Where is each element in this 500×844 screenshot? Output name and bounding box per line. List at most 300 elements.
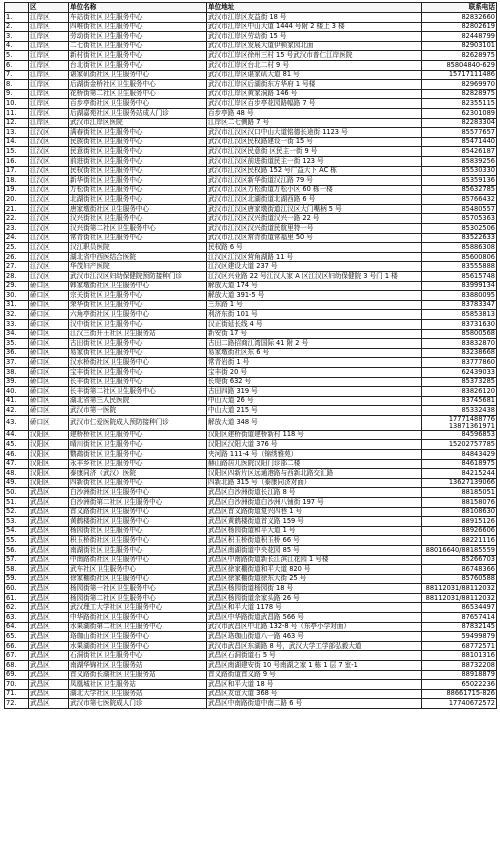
table-row xyxy=(5,310,497,320)
unit-name-cell: 新华街社区卫生服务中心 xyxy=(69,176,207,186)
row-index: 14. xyxy=(5,137,29,147)
row-index: 42. xyxy=(5,406,29,416)
phone-cell: 85530330 xyxy=(422,166,497,176)
row-index: 1. xyxy=(5,13,29,23)
table-row xyxy=(5,320,497,330)
unit-address-cell: 武汉市江汉区万松街道万松小区 60 栋一楼 xyxy=(207,185,422,195)
row-index: 68. xyxy=(5,661,29,671)
district-cell: 江汉区 xyxy=(29,204,69,214)
phone-cell: 82355115 xyxy=(422,99,497,109)
district-cell: 武昌区 xyxy=(29,651,69,661)
phone-cell: 88661715-826 xyxy=(422,689,497,699)
row-index: 5. xyxy=(5,51,29,61)
unit-name-cell: 南湖华锦社区卫生服务站 xyxy=(69,661,207,671)
row-index: 26. xyxy=(5,252,29,262)
district-cell: 硚口区 xyxy=(29,320,69,330)
phone-cell: 85886308 xyxy=(422,243,497,253)
table-row xyxy=(5,565,497,575)
row-index: 18. xyxy=(5,176,29,186)
unit-name-cell: 中华路街社区卫生服务中心 xyxy=(69,613,207,623)
phone-cell: 83745681 xyxy=(422,396,497,406)
vaccination-sites-table xyxy=(4,2,497,709)
unit-name-cell: 二七街社区卫生服务中心 xyxy=(69,41,207,51)
row-index: 22. xyxy=(5,214,29,224)
unit-address-cell: 古田四路 319 号 xyxy=(207,387,422,397)
unit-name-cell: 民族街社区卫生服务中心 xyxy=(69,137,207,147)
phone-cell: 87657414 xyxy=(422,613,497,623)
unit-name-cell: 民权街社区卫生服务中心 xyxy=(69,166,207,176)
district-cell: 武昌区 xyxy=(29,574,69,584)
district-cell: 武昌区 xyxy=(29,641,69,651)
table-row xyxy=(5,13,497,23)
unit-address-cell: 武昌区和平大道 1178 号 xyxy=(207,603,422,613)
phone-cell: 82802619 xyxy=(422,22,497,32)
district-cell: 江汉区 xyxy=(29,156,69,166)
table-row xyxy=(5,214,497,224)
table-row xyxy=(5,415,497,430)
district-cell: 武昌区 xyxy=(29,680,69,690)
table-row xyxy=(5,507,497,517)
phone-cell: 83826120 xyxy=(422,387,497,397)
unit-address-cell: 中山大道 215 号 xyxy=(207,406,422,416)
phone-cell: 88926606 xyxy=(422,526,497,536)
phone-cell: 88112031/88112032 xyxy=(422,593,497,603)
table-row xyxy=(5,430,497,440)
table-row xyxy=(5,70,497,80)
row-index: 20. xyxy=(5,195,29,205)
header-phone: 联系电话 xyxy=(422,3,497,13)
phone-cell: 83522633 xyxy=(422,233,497,243)
unit-name-cell: 花桥街第二社区卫生服务中心 xyxy=(69,89,207,99)
unit-address-cell: 利济东街 101 号 xyxy=(207,310,422,320)
unit-address-cell: 武汉市江岸区友益街 18 号 xyxy=(207,13,422,23)
phone-cell: 65022236 xyxy=(422,680,497,690)
row-index: 16. xyxy=(5,156,29,166)
phone-cell: 62301089 xyxy=(422,108,497,118)
phone-cell: 85804840-629 xyxy=(422,60,497,70)
table-row xyxy=(5,440,497,450)
unit-address-cell: 武汉市江汉区唐家墩街道江汉区大门嘴柄 5 号 xyxy=(207,204,422,214)
district-cell: 武昌区 xyxy=(29,526,69,536)
table-row xyxy=(5,689,497,699)
district-cell: 江汉区 xyxy=(29,214,69,224)
phone-cell: 85373285 xyxy=(422,377,497,387)
unit-address-cell: 武汉市江汉区前进街道民主一街 123 号 xyxy=(207,156,422,166)
district-cell: 江岸区 xyxy=(29,60,69,70)
row-index: 6. xyxy=(5,60,29,70)
phone-cell: 85302506 xyxy=(422,224,497,234)
unit-name-cell: 武汉市仁爱医院成人预防接种门诊 xyxy=(69,415,207,430)
district-cell: 汉阳区 xyxy=(29,469,69,479)
phone-cell: 82903101 xyxy=(422,41,497,51)
phone-cell: 88112031/88112032 xyxy=(422,584,497,594)
row-index: 46. xyxy=(5,449,29,459)
unit-name-cell: 四唯街社区卫生服务中心 xyxy=(69,22,207,32)
unit-address-cell: 武昌区中华路街道武昌路 566 号 xyxy=(207,613,422,623)
unit-name-cell: 南湖街社区卫生服务中心 xyxy=(69,545,207,555)
phone-cell: 85615748 xyxy=(422,272,497,282)
phone-cell: 88108630 xyxy=(422,507,497,517)
district-cell: 武昌区 xyxy=(29,699,69,709)
unit-name-cell: 永丰乡社区卫生服务中心 xyxy=(69,459,207,469)
table-row xyxy=(5,156,497,166)
row-index: 48. xyxy=(5,469,29,479)
phone-cell: 88016640/88185559 xyxy=(422,545,497,555)
district-cell: 硚口区 xyxy=(29,396,69,406)
district-cell: 江岸区 xyxy=(29,41,69,51)
unit-name-cell: 杨园街第二社区卫生服务中心 xyxy=(69,593,207,603)
unit-address-cell: 新安街 17 号 xyxy=(207,329,422,339)
phone-cell: 88915126 xyxy=(422,517,497,527)
unit-address-cell: 宝丰街 20 号 xyxy=(207,367,422,377)
unit-name-cell: 民意街社区卫生服务中心 xyxy=(69,147,207,157)
district-cell: 江岸区 xyxy=(29,51,69,61)
table-row xyxy=(5,406,497,416)
row-index: 52. xyxy=(5,507,29,517)
row-index: 35. xyxy=(5,339,29,349)
district-cell: 汉阳区 xyxy=(29,440,69,450)
row-index: 39. xyxy=(5,377,29,387)
unit-address-cell: 武汉市江岸区劳动街 15 号 xyxy=(207,32,422,42)
district-cell: 硚口区 xyxy=(29,358,69,368)
unit-name-cell: 韩家墩街社区卫生服务中心 xyxy=(69,281,207,291)
table-row xyxy=(5,80,497,90)
table-row xyxy=(5,281,497,291)
district-cell: 汉阳区 xyxy=(29,459,69,469)
district-cell: 武昌区 xyxy=(29,536,69,546)
unit-address-cell: 武昌区徐家棚街道和平大道 820 号 xyxy=(207,565,422,575)
unit-name-cell: 石洞街社区卫生服务中心 xyxy=(69,651,207,661)
district-cell: 江汉区 xyxy=(29,243,69,253)
table-row xyxy=(5,536,497,546)
row-index: 34. xyxy=(5,329,29,339)
table-row xyxy=(5,41,497,51)
phone-cell: 84215244 xyxy=(422,469,497,479)
unit-address-cell: 古田二路招商江湾国际 41 附 2 号 xyxy=(207,339,422,349)
district-cell: 江岸区 xyxy=(29,118,69,128)
unit-name-cell: 白沙洲街社区卫生服务中心 xyxy=(69,488,207,498)
unit-name-cell: 谌家矶街社区卫生服务中心 xyxy=(69,70,207,80)
table-row xyxy=(5,272,497,282)
row-index: 53. xyxy=(5,517,29,527)
table-row xyxy=(5,469,497,479)
unit-name-cell: 古田街社区卫生服务中心 xyxy=(69,339,207,349)
district-cell: 江汉区 xyxy=(29,128,69,138)
phone-cell: 85359136 xyxy=(422,176,497,186)
unit-name-cell: 华茂妇产医院 xyxy=(69,262,207,272)
row-index: 21. xyxy=(5,204,29,214)
row-index: 45. xyxy=(5,440,29,450)
unit-name-cell: 台北街社区卫生服务中心 xyxy=(69,60,207,70)
table-row xyxy=(5,166,497,176)
table-row xyxy=(5,497,497,507)
unit-address-cell: 江汉区兴业路 22 号江汉人家 A 区江汉区妇幼保健院 3 号门 1 楼 xyxy=(207,272,422,282)
unit-name-cell: 汉水桥街社区卫生服务中心 xyxy=(69,358,207,368)
row-index: 55. xyxy=(5,536,29,546)
unit-address-cell: 武昌区首义路街道复兴四巷 1 号 xyxy=(207,507,422,517)
phone-cell: 88918879 xyxy=(422,670,497,680)
row-index: 33. xyxy=(5,320,29,330)
unit-name-cell: 中南路街社区卫生服务中心 xyxy=(69,555,207,565)
phone-cell: 85332438 xyxy=(422,406,497,416)
district-cell: 硚口区 xyxy=(29,406,69,416)
phone-cell: 85266703 xyxy=(422,555,497,565)
row-index: 11. xyxy=(5,108,29,118)
unit-name-cell: 黄鹤楼街社区卫生服务中心 xyxy=(69,517,207,527)
district-cell: 硚口区 xyxy=(29,281,69,291)
table-row xyxy=(5,147,497,157)
table-row xyxy=(5,377,497,387)
unit-name-cell: 杨园街社区卫生服务中心 xyxy=(69,526,207,536)
row-index: 29. xyxy=(5,281,29,291)
district-cell: 江岸区 xyxy=(29,80,69,90)
unit-address-cell: 武汉市江汉区汉兴街道汉兴一路 22 号 xyxy=(207,214,422,224)
table-row xyxy=(5,291,497,301)
unit-address-cell: 武汉市江岸区百步亭花园路幅路 7 号 xyxy=(207,99,422,109)
table-row xyxy=(5,99,497,109)
unit-address-cell: 武汉市江汉区民意街 区民主一街 9 号 xyxy=(207,147,422,157)
unit-address-cell: 武汉市江岸区中山大道 1444 号附 2 楼上 3 楼 xyxy=(207,22,422,32)
phone-cell: 85766432 xyxy=(422,195,497,205)
unit-name-cell: 车站街社区卫生服务中心 xyxy=(69,13,207,23)
phone-cell: 85600806 xyxy=(422,252,497,262)
district-cell: 武昌区 xyxy=(29,565,69,575)
table-row xyxy=(5,603,497,613)
unit-address-cell: 中山大道 26 号 xyxy=(207,396,422,406)
row-index: 67. xyxy=(5,651,29,661)
row-index: 40. xyxy=(5,387,29,397)
row-index: 7. xyxy=(5,70,29,80)
row-index: 62. xyxy=(5,603,29,613)
row-index: 63. xyxy=(5,613,29,623)
row-index: 3. xyxy=(5,32,29,42)
district-cell: 江岸区 xyxy=(29,89,69,99)
row-index: 50. xyxy=(5,488,29,498)
unit-address-cell: 武汉市江岸区后湖街东方华府 1 号楼 xyxy=(207,80,422,90)
phone-cell: 15717111486 xyxy=(422,70,497,80)
row-index: 31. xyxy=(5,300,29,310)
unit-address-cell: 三东路 1 号 xyxy=(207,300,422,310)
phone-cell: 62439033 xyxy=(422,367,497,377)
table-row xyxy=(5,300,497,310)
phone-cell: 88101316 xyxy=(422,651,497,661)
row-index: 58. xyxy=(5,565,29,575)
phone-cell: 83832870 xyxy=(422,339,497,349)
unit-address-cell: 易家墩街社区东 6 号 xyxy=(207,348,422,358)
unit-address-cell: 武昌区友谊大道 368 号 xyxy=(207,689,422,699)
phone-cell: 83880095 xyxy=(422,291,497,301)
table-row xyxy=(5,358,497,368)
row-index: 61. xyxy=(5,593,29,603)
unit-address-cell: 武昌区杨园街道杨园街 18 号 xyxy=(207,584,422,594)
row-index: 56. xyxy=(5,545,29,555)
district-cell: 武昌区 xyxy=(29,670,69,680)
row-index: 15. xyxy=(5,147,29,157)
unit-address-cell: 武昌区南湖街道中央花园 85 号 xyxy=(207,545,422,555)
district-cell: 江汉区 xyxy=(29,137,69,147)
phone-cell: 87832145 xyxy=(422,622,497,632)
unit-name-cell: 泰康同济（武汉）医院 xyxy=(69,469,207,479)
unit-name-cell: 后湖嘉苑社区卫生服务站成人门诊 xyxy=(69,108,207,118)
table-row xyxy=(5,584,497,594)
phone-cell: 82832660 xyxy=(422,13,497,23)
table-row xyxy=(5,574,497,584)
unit-address-cell: 江汉区建设大道 237 号 xyxy=(207,262,422,272)
unit-name-cell: 湖北大学社区卫生服务站 xyxy=(69,689,207,699)
table-row xyxy=(5,449,497,459)
table-row xyxy=(5,118,497,128)
unit-name-cell: 满春街社区卫生服务中心 xyxy=(69,128,207,138)
phone-cell: 85839256 xyxy=(422,156,497,166)
row-index: 59. xyxy=(5,574,29,584)
unit-name-cell: 武汉市第七医院成人门诊 xyxy=(69,699,207,709)
row-index: 10. xyxy=(5,99,29,109)
unit-address-cell: 武汉市江岸区谌家矶大道 81 号 xyxy=(207,70,422,80)
unit-name-cell: 水果湖街社区卫生服务中心 xyxy=(69,641,207,651)
district-cell: 江汉区 xyxy=(29,224,69,234)
unit-address-cell: 解放大道 391-5 号 xyxy=(207,291,422,301)
phone-cell: 83783347 xyxy=(422,300,497,310)
row-index: 69. xyxy=(5,670,29,680)
unit-address-cell: 武昌区南湖建安街 10 号南湖之家 1 栋 1 层 7 室-1 xyxy=(207,661,422,671)
unit-address-cell: 武昌区中南路街道中南二路 6 号 xyxy=(207,699,422,709)
phone-cell: 83555888 xyxy=(422,262,497,272)
district-cell: 武昌区 xyxy=(29,622,69,632)
table-row xyxy=(5,108,497,118)
phone-cell: 84618975 xyxy=(422,459,497,469)
row-index: 36. xyxy=(5,348,29,358)
unit-address-cell: 武汉市江汉区常青街道常福里 50 号 xyxy=(207,233,422,243)
phone-cell: 82448799 xyxy=(422,32,497,42)
phone-cell: 86534497 xyxy=(422,603,497,613)
phone-cell: 13627139066 xyxy=(422,478,497,488)
district-cell: 武昌区 xyxy=(29,593,69,603)
row-index: 70. xyxy=(5,680,29,690)
unit-name-cell: 汉中街社区卫生服务中心 xyxy=(69,320,207,330)
unit-address-cell: 长堤街 632 号 xyxy=(207,377,422,387)
unit-name-cell: 宗关街社区卫生服务中心 xyxy=(69,291,207,301)
unit-name-cell: 汉江职员医院 xyxy=(69,243,207,253)
district-cell: 汉阳区 xyxy=(29,449,69,459)
row-index: 49. xyxy=(5,478,29,488)
phone-cell: 82969970 xyxy=(422,80,497,90)
district-cell: 武昌区 xyxy=(29,545,69,555)
row-index: 2. xyxy=(5,22,29,32)
unit-name-cell: 武汉市江岸区医院 xyxy=(69,118,207,128)
unit-address-cell: 汉阳区建桥街道建桥新村 118 号 xyxy=(207,430,422,440)
table-row xyxy=(5,526,497,536)
table-row xyxy=(5,204,497,214)
unit-name-cell: 湖北省第三人民医院 xyxy=(69,396,207,406)
table-row xyxy=(5,545,497,555)
table-row xyxy=(5,243,497,253)
unit-name-cell: 首义路街社区卫生服务中心 xyxy=(69,507,207,517)
unit-address-cell: 百步亭路 48 号 xyxy=(207,108,422,118)
row-index: 8. xyxy=(5,80,29,90)
unit-name-cell: 武汉市江汉区妇幼保健院预防接种门诊 xyxy=(69,272,207,282)
header-index xyxy=(5,3,29,13)
phone-cell: 59499879 xyxy=(422,632,497,642)
header-row xyxy=(5,3,497,13)
unit-address-cell: 四新北路 315 号（泰康同济对面） xyxy=(207,478,422,488)
district-cell: 江岸区 xyxy=(29,22,69,32)
phone-cell: 82628975 xyxy=(422,51,497,61)
district-cell: 江汉区 xyxy=(29,233,69,243)
unit-name-cell: 汉兴街社区卫生服务中心 xyxy=(69,214,207,224)
phone-cell: 85480557 xyxy=(422,204,497,214)
table-row xyxy=(5,517,497,527)
table-row xyxy=(5,478,497,488)
table-row xyxy=(5,89,497,99)
phone-cell: 85577657 xyxy=(422,128,497,138)
table-row xyxy=(5,224,497,234)
unit-name-cell: 武汉理工大学社区卫生服务中心 xyxy=(69,603,207,613)
table-row xyxy=(5,555,497,565)
district-cell: 硚口区 xyxy=(29,387,69,397)
phone-cell: 85853813 xyxy=(422,310,497,320)
header-unit-address: 单位地址 xyxy=(207,3,422,13)
unit-name-cell: 易家街社区卫生服务中心 xyxy=(69,348,207,358)
phone-cell: 88185051 xyxy=(422,488,497,498)
unit-address-cell: 武昌区白沙洲街道长江路 8 号 xyxy=(207,488,422,498)
phone-cell: 17740672572 xyxy=(422,699,497,709)
unit-name-cell: 长丰街第二社区卫生服务中心 xyxy=(69,387,207,397)
table-row xyxy=(5,195,497,205)
phone-cell: 88732208 xyxy=(422,661,497,671)
unit-address-cell: 解放大道 348 号 xyxy=(207,415,422,430)
row-index: 25. xyxy=(5,243,29,253)
table-row xyxy=(5,488,497,498)
district-cell: 硚口区 xyxy=(29,329,69,339)
district-cell: 硚口区 xyxy=(29,377,69,387)
unit-name-cell: 后湖街金桥社区卫生服务中心 xyxy=(69,80,207,90)
table-row xyxy=(5,262,497,272)
row-index: 37. xyxy=(5,358,29,368)
table-row xyxy=(5,329,497,339)
unit-name-cell: 六角亭街社区卫生服务中心 xyxy=(69,310,207,320)
row-index: 51. xyxy=(5,497,29,507)
unit-address-cell: 武汉市江汉区汉口中山大道铭德长途街 1123 号 xyxy=(207,128,422,138)
district-cell: 武昌区 xyxy=(29,689,69,699)
district-cell: 武昌区 xyxy=(29,584,69,594)
table-row xyxy=(5,22,497,32)
table-row xyxy=(5,387,497,397)
table-row xyxy=(5,60,497,70)
table-row xyxy=(5,176,497,186)
unit-name-cell: 白沙洲街第二社区卫生服务中心 xyxy=(69,497,207,507)
row-index: 41. xyxy=(5,396,29,406)
district-cell: 江岸区 xyxy=(29,32,69,42)
unit-name-cell: 江汉三街升王社区卫生服务站 xyxy=(69,329,207,339)
table-row xyxy=(5,252,497,262)
unit-name-cell: 建桥桥社区卫生服务中心 xyxy=(69,430,207,440)
unit-address-cell: 武昌区白沙洲街道白沙洲八铺街 197 号 xyxy=(207,497,422,507)
district-cell: 江汉区 xyxy=(29,176,69,186)
unit-name-cell: 湖北省中西医结合医院 xyxy=(69,252,207,262)
phone-cell: 83777860 xyxy=(422,358,497,368)
table-row xyxy=(5,661,497,671)
unit-address-cell: 武昌区中南路街道新长江滨江花园 1 号楼 xyxy=(207,555,422,565)
table-row xyxy=(5,459,497,469)
table-row xyxy=(5,641,497,651)
district-cell: 江汉区 xyxy=(29,166,69,176)
district-cell: 武昌区 xyxy=(29,507,69,517)
unit-name-cell: 四新街社区卫生服务中心 xyxy=(69,478,207,488)
row-index: 24. xyxy=(5,233,29,243)
row-index: 72. xyxy=(5,699,29,709)
unit-name-cell: 珞珈山街社区卫生服务中心 xyxy=(69,632,207,642)
table-row xyxy=(5,622,497,632)
